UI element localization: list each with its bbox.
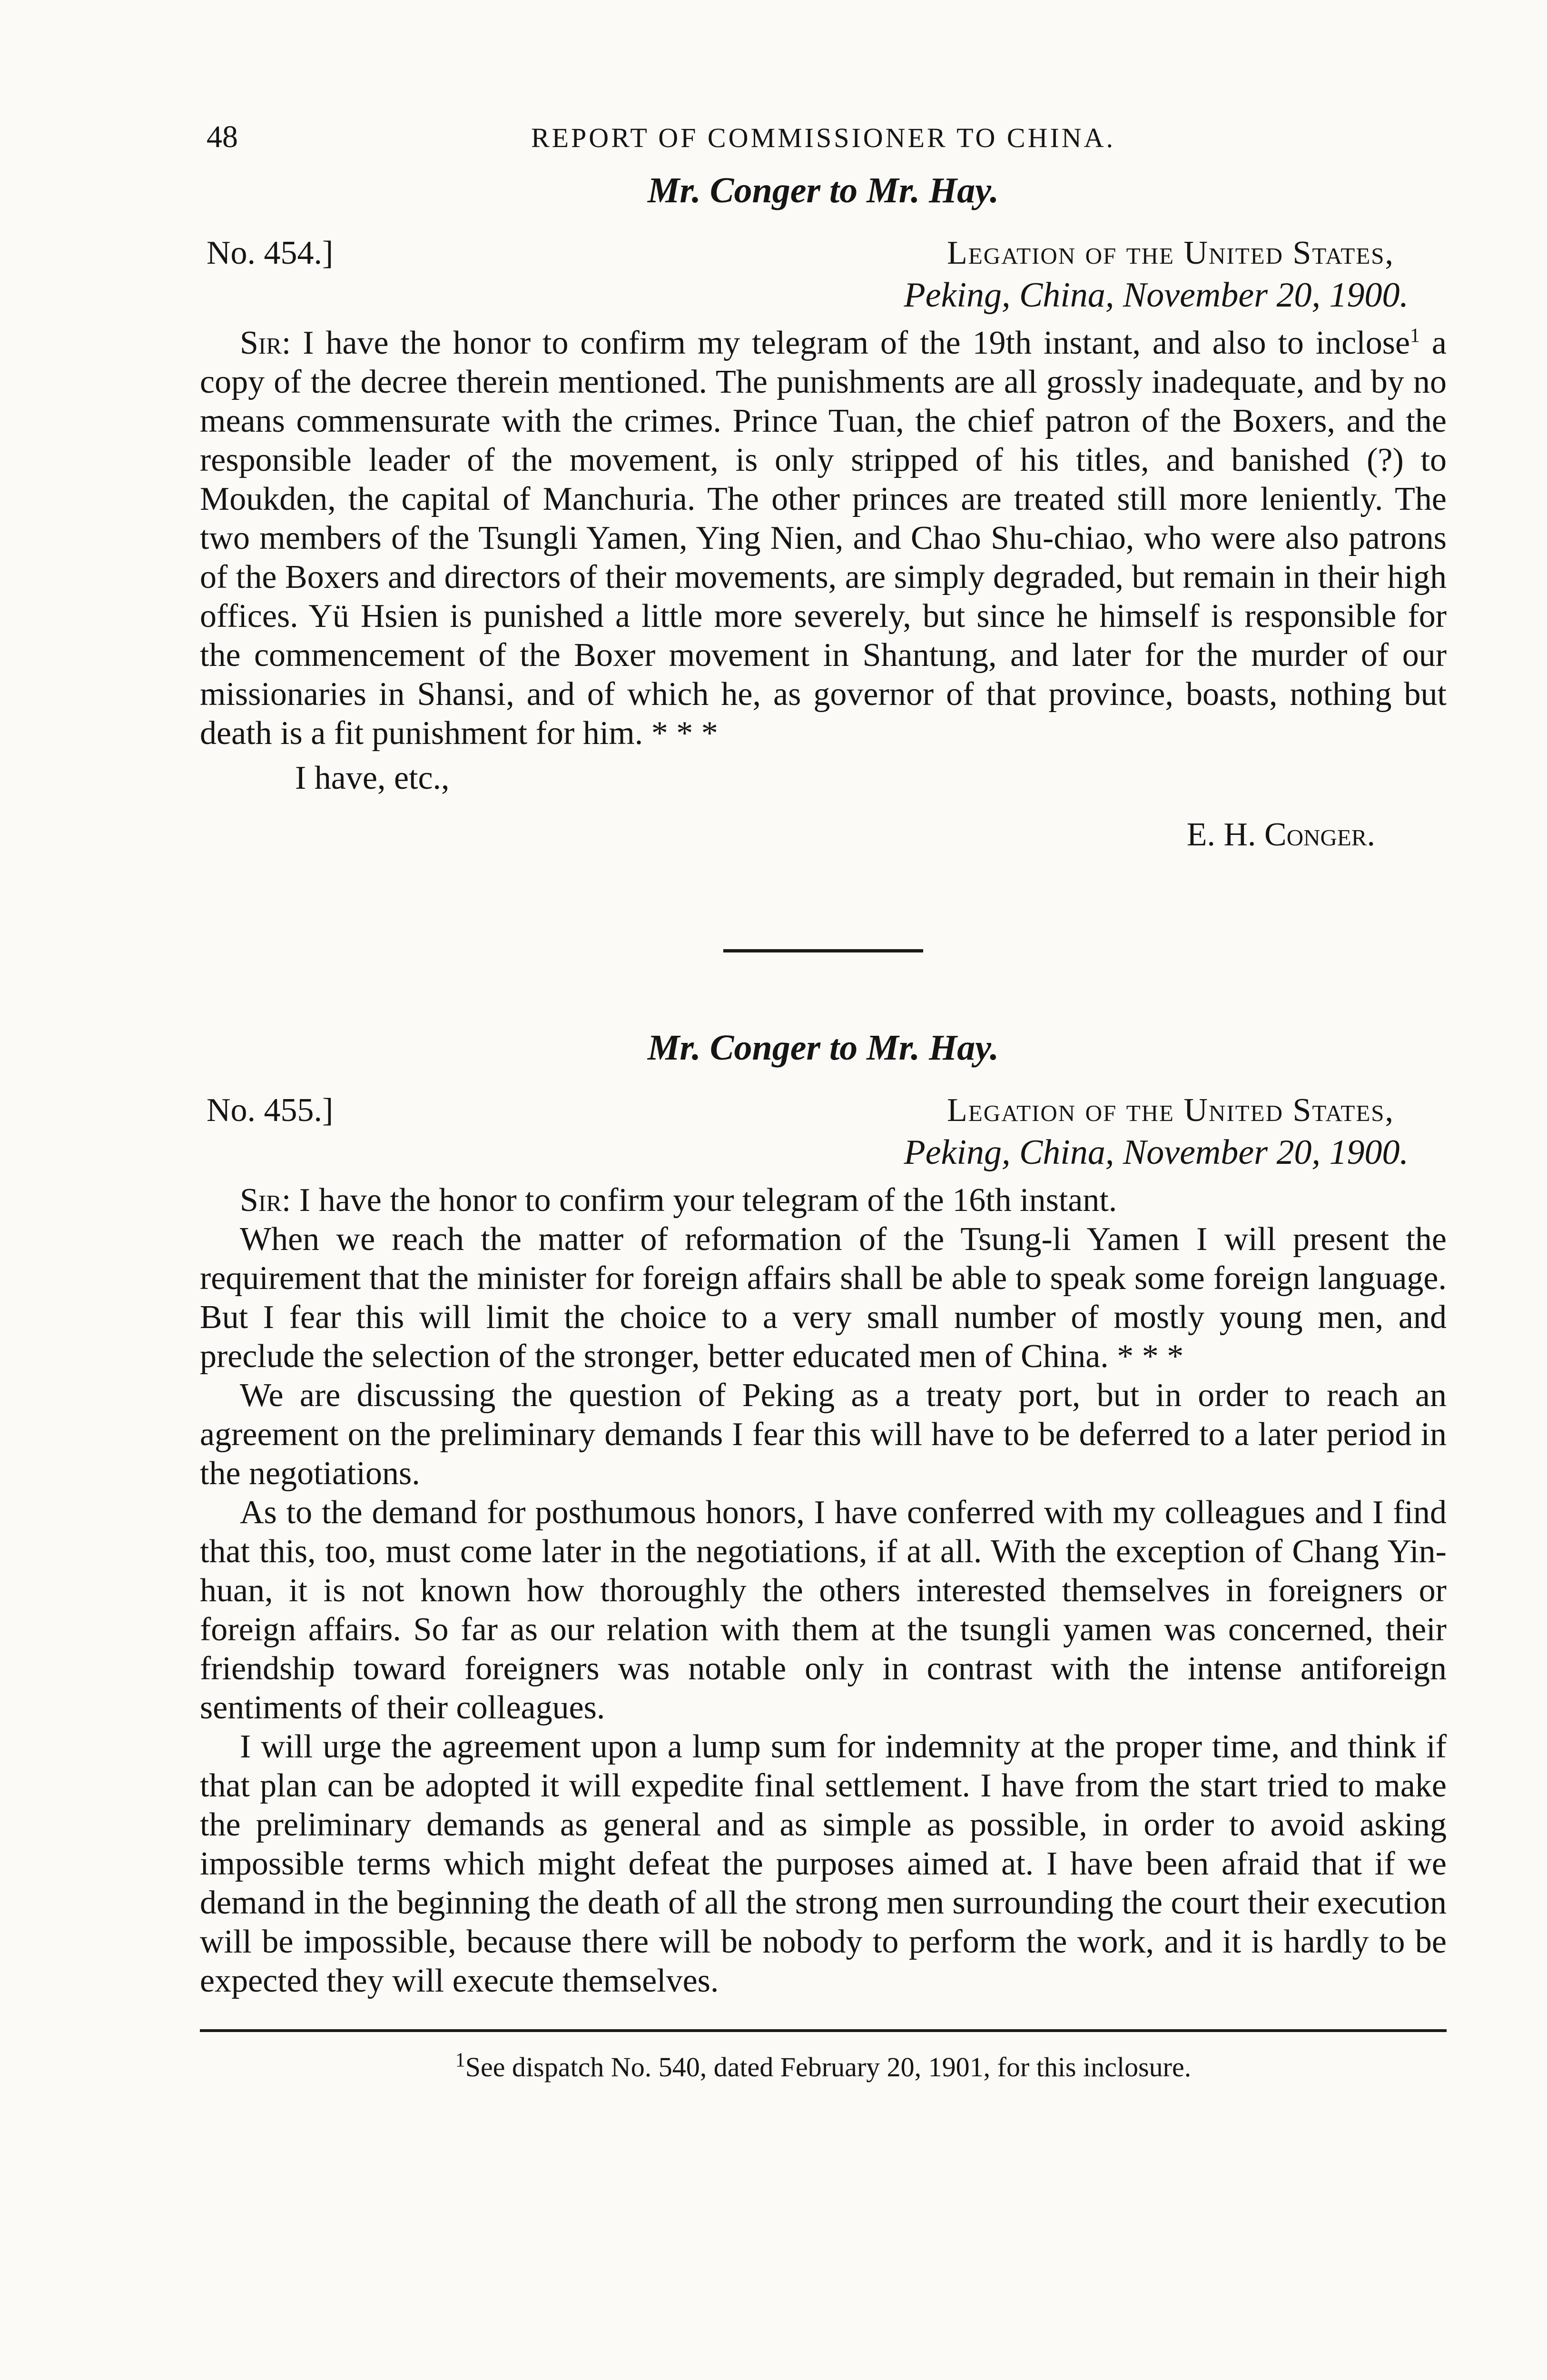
page <box>200 109 1447 2083</box>
footnote <box>200 2051 1447 2083</box>
footnote-text: See dispatch No. 540, dated February 20, 1901, for this inclosure. <box>465 2052 1192 2082</box>
ellipsis-stars: * * * <box>643 715 718 752</box>
letter-paragraph <box>200 1220 1447 1376</box>
dateline: Peking, China, November 20, 1900. <box>904 276 1409 315</box>
paragraph-text: I have the honor to confirm my telegram of the 19th instant, and also to inclose <box>291 325 1410 361</box>
running-head <box>200 109 1447 167</box>
dispatch-number: No. 455.] <box>207 1092 334 1129</box>
paragraph-text: When we reach the matter of reformation of the Tsung-li Yamen I will present the requirement that the minister for foreign affairs shall be able to speak some foreign language. But I fear this will limit the choice to a very small number of mostly young men, and preclude the selection of the stronger, better educated men of China. <box>200 1221 1447 1375</box>
legation-line: Legation of the United States, <box>947 235 1394 271</box>
letter-paragraph: As to the demand for posthumous honors, I have conferred with my colleagues and I find that this, too, must come later in the negotiations, if at all. With the exception of Chang Yin-huan, it is not known how thoroughly the others interested themselves in foreigners or foreign affairs. So far as our relation with them at the tsungli yamen was concerned, their friendship toward foreigners was notable only in contrast with the intense antiforeign sentiments of their colleagues. <box>200 1494 1447 1726</box>
letter-455 <box>200 1024 1447 2001</box>
running-title: REPORT OF COMMISSIONER TO CHINA. <box>531 122 1116 153</box>
letter-paragraph: I will urge the agreement upon a lump sum for indemnity at the proper time, and think if that plan can be adopted it will expedite final settlement. I have from the start tried to make the preliminary demands as general and as simple as possible, in order to avoid asking impossible terms which might defeat the purposes aimed at. I have been afraid that if we demand in the beginning the death of all the strong men surrounding the court their execution will be impossible, because there will be nobody to perform the work, and it is hardly to be expected they will execute themselves. <box>200 1728 1447 1999</box>
letter-title: Mr. Conger to Mr. Hay. <box>647 1028 999 1068</box>
letter-454 <box>200 167 1447 854</box>
footnote-rule <box>200 2029 1447 2032</box>
paragraph-text: a copy of the decree therein mentioned. The punishments are all grossly inadequate, and by no means commensurate with the crimes. Prince Tuan, the chief patron of the Boxers, and the responsible leader of the movement, is only stripped of his titles, and banished (?) to Moukden, the capital of Manchuria. The other princes are treated still more leniently. The two members of the Tsungli Yamen, Ying Nien, and Chao Shu-chiao, who were also patrons of the Boxers and directors of their movements, are simply degraded, but remain in their high offices. Yü Hsien is punished a little more severely, but since he himself is responsible for the commencement of the Boxer movement in Shantung, and later for the murder of our missionaries in Shansi, and of which he, as governor of that province, boasts, nothing but death is a fit punishment for him. <box>200 325 1447 752</box>
letter-paragraph <box>200 1181 1447 1220</box>
page-number: 48 <box>207 119 238 154</box>
dispatch-number: No. 454.] <box>207 235 334 271</box>
salutation: Sir: <box>240 1182 291 1219</box>
letter-title: Mr. Conger to Mr. Hay. <box>647 170 999 210</box>
dateline: Peking, China, November 20, 1900. <box>904 1133 1409 1172</box>
letter-paragraph: We are discussing the question of Peking as a treaty port, but in order to reach an agreement on the preliminary demands I fear this will have to be deferred to a later period in the negotiations. <box>200 1377 1447 1492</box>
section-divider <box>723 949 923 952</box>
footnote-reference: 1 <box>1410 325 1420 347</box>
ellipsis-stars: * * * <box>1108 1338 1184 1375</box>
letter-heading <box>200 1091 1447 1181</box>
paragraph-text: I have the honor to confirm your telegram of the 16th instant. <box>291 1182 1117 1219</box>
signature: E. H. Conger. <box>1186 816 1375 853</box>
letter-paragraph <box>200 324 1447 753</box>
salutation: Sir: <box>240 325 291 361</box>
legation-line: Legation of the United States, <box>947 1092 1394 1129</box>
letter-heading <box>200 233 1447 324</box>
footnote-mark: 1 <box>455 2049 465 2072</box>
closing: I have, etc., <box>295 760 450 796</box>
